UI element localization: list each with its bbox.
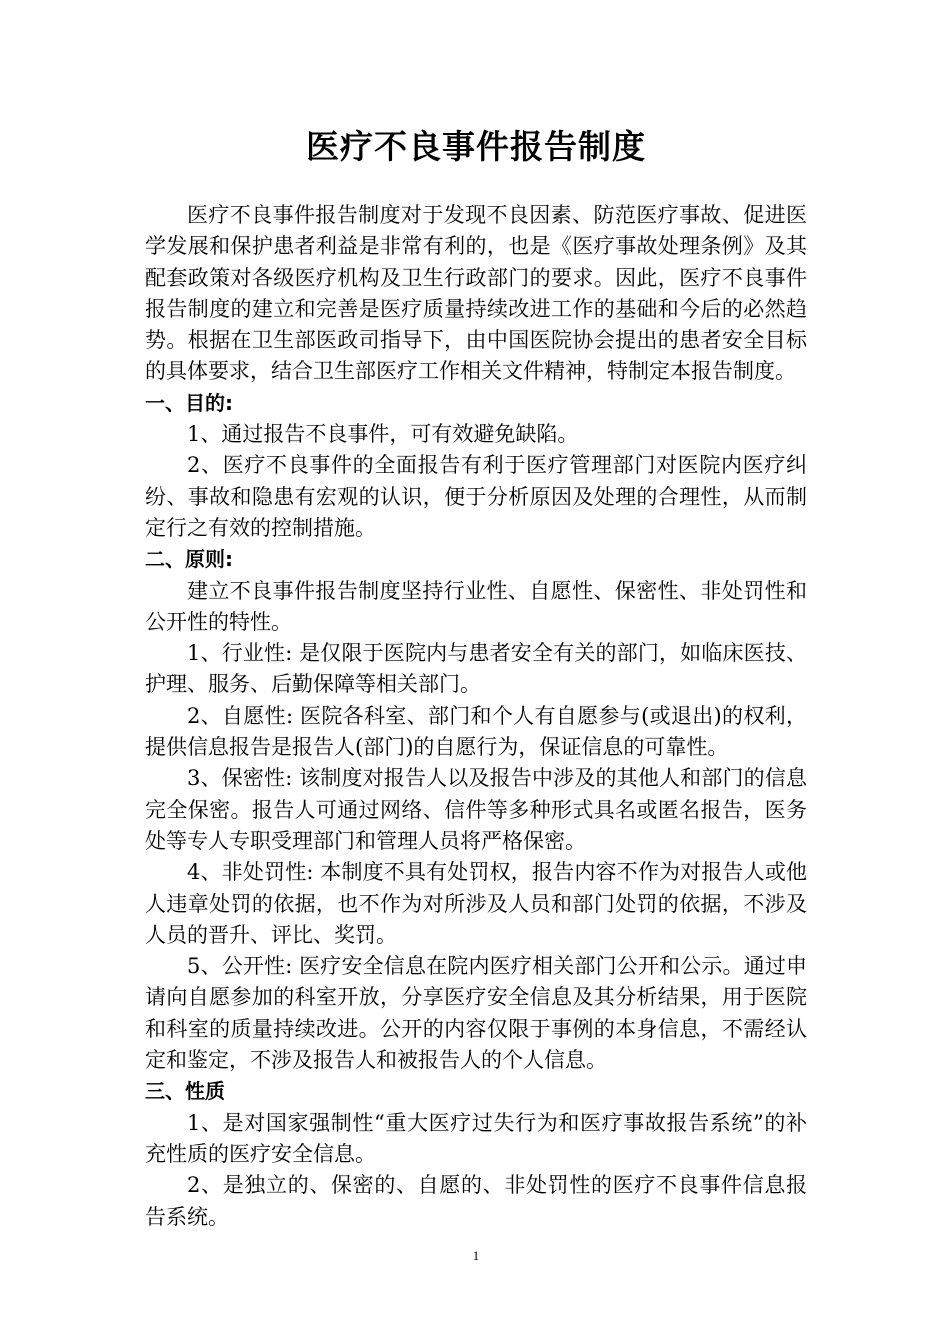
intro-paragraph: 医疗不良事件报告制度对于发现不良因素、防范医疗事故、促进医学发展和保护患者利益是非常有利的，也是《医疗事故处理条例》及其配套政策对各级医疗机构及卫生行政部门的要求。因此，医疗不良事件报告制度的建立和完善是医疗质量持续改进工作的基础和今后的必然趋势。根据在卫生部医政司指导下，由中国医院协会提出的患者安全目标的具体要求，结合卫生部医疗工作相关文件精神，特制定本报告制度。 [145, 203, 807, 384]
section-heading: 三、性质 [145, 1079, 225, 1104]
section-paragraph: 2、自愿性: 医院各科室、部门和个人有自愿参与(或退出)的权利，提供信息报告是报告人(部门)的自愿行为，保证信息的可靠性。 [145, 703, 807, 760]
section-principles [145, 544, 807, 1076]
section-purpose [145, 388, 807, 544]
document-page [145, 0, 807, 1344]
section-paragraph: 2、医疗不良事件的全面报告有利于医疗管理部门对医院内医疗纠纷、事故和隐患有宏观的认识，便于分析原因及处理的合理性，从而制定行之有效的控制措施。 [145, 453, 807, 540]
document-title: 医疗不良事件报告制度 [306, 127, 646, 166]
section-paragraph: 1、行业性: 是仅限于医院内与患者安全有关的部门，如临床医技、护理、服务、后勤保障等相关部门。 [145, 641, 807, 697]
section-heading: 一、目的: [145, 390, 233, 415]
section-paragraph: 4、非处罚性: 本制度不具有处罚权，报告内容不作为对报告人或他人违章处罚的依据，也不作为对所涉及人员和部门处罚的依据，不涉及人员的晋升、评比、奖罚。 [145, 860, 807, 947]
section-paragraph: 3、保密性: 该制度对报告人以及报告中涉及的其他人和部门的信息完全保密。报告人可通过网络、信件等多种形式具名或匿名报告，医务处等专人专职受理部门和管理人员将严格保密。 [145, 766, 807, 853]
section-nature [145, 1076, 807, 1232]
section-heading: 二、原则: [145, 547, 233, 572]
page-number: 1 [472, 1248, 480, 1263]
section-paragraph: 5、公开性: 医疗安全信息在院内医疗相关部门公开和公示。通过申请向自愿参加的科室开放，分享医疗安全信息及其分析结果，用于医院和科室的质量持续改进。公开的内容仅限于事例的本身信息，不需经认定和鉴定，不涉及报告人和被报告人的个人信息。 [145, 954, 807, 1073]
section-paragraph: 1、通过报告不良事件，可有效避免缺陷。 [187, 422, 579, 447]
document-body [145, 200, 807, 1233]
section-paragraph: 1、是对国家强制性“重大医疗过失行为和医疗事故报告系统”的补充性质的医疗安全信息。 [145, 1110, 807, 1166]
section-paragraph: 2、是独立的、保密的、自愿的、非处罚性的医疗不良事件信息报告系统。 [145, 1173, 807, 1229]
section-paragraph: 建立不良事件报告制度坚持行业性、自愿性、保密性、非处罚性和公开性的特性。 [145, 578, 807, 634]
